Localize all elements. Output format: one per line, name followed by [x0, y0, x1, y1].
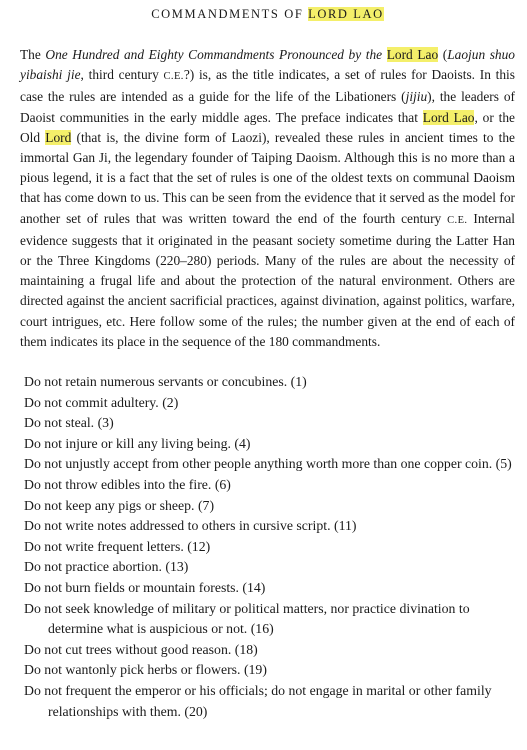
rule-item: Do not burn fields or mountain forests. (14) [24, 579, 266, 595]
intro-text: , or the Old [20, 109, 515, 145]
era-abbreviation: C.E. [447, 214, 468, 226]
rule-item: Do not commit adultery. (2) [24, 394, 179, 410]
work-title-chinese: Laojun shuo yibaishi jie [20, 47, 516, 83]
rule-item: Do not wantonly pick herbs or flowers. (19) [24, 662, 267, 678]
rules-list [20, 372, 515, 722]
rule-item: Do not write notes addressed to others in cursive script. (11) [24, 518, 357, 534]
intro-text: ), the leaders of Daoist communities in the early middle ages. The preface indicates that [20, 89, 515, 125]
running-head-prefix: COMMANDMENTS OF [151, 7, 309, 21]
work-title-english: One Hundred and Eighty Commandments Pronounced by the [45, 47, 383, 62]
highlight-lord-lao: Lord Lao [422, 109, 475, 125]
term-jijiu: jijiu [405, 89, 428, 105]
rule-item: Do not injure or kill any living being. (4) [24, 435, 251, 451]
rule-item: Do not keep any pigs or sheep. (7) [24, 497, 215, 513]
intro-text: Internal evidence suggests that it originated in the peasant society sometime during the Latter Han or the Three Kingdoms (220–280) periods. Many of the rules are about the necessity of maintaining a frugal life and about the protection of the natural environment. Others are directed against the ancient sacrificial practices, against divination, against politics, warfare, court intrigues, etc. Here follow some of the rules; the number given at the end of each of them indicates its place in the sequence of the 180 commandments. [20, 210, 515, 349]
intro-text: (that is, the divine form of Laozi), revealed these rules in ancient times to the immortal Gan Ji, the legendary founder of Taiping Daoism. Although this is no more than a pious legend, it is a fact that the set of rules is one of the oldest texts on communal Daoism that has come down to us. This can be seen from the evidence that it served as the model for another set of rules that was written toward the end of the fourth century [20, 129, 515, 226]
rule-item: Do not frequent the emperor or his officials; do not engage in marital or other family relationships with them. (20) [24, 682, 492, 719]
running-head [20, 0, 515, 25]
running-head-highlight: LORD LAO [308, 7, 384, 21]
rule-item: Do not unjustly accept from other people anything worth more than one copper coin. (5) [24, 456, 512, 472]
rule-item: Do not retain numerous servants or concubines. (1) [24, 374, 307, 390]
intro-text: ?) is, as the title indicates, a set of rules for Daoists. In this case the rules are intended as a guide for the life of the Libationers ( [20, 67, 515, 105]
intro-text: The [20, 47, 46, 62]
rule-item: Do not practice abortion. (13) [24, 559, 189, 575]
intro-text: , third century [80, 67, 164, 83]
intro-paragraph [20, 45, 515, 352]
rule-item: Do not throw edibles into the fire. (6) [24, 477, 231, 493]
highlight-lord: Lord [45, 129, 72, 145]
rule-item: Do not cut trees without good reason. (18) [24, 641, 258, 657]
highlight-lord-lao: Lord Lao [386, 47, 439, 62]
rule-item: Do not seek knowledge of military or political matters, nor practice divination to determine what is auspicious or not. (16) [24, 600, 470, 637]
era-abbreviation: C.E. [163, 71, 184, 83]
rule-item: Do not write frequent letters. (12) [24, 538, 211, 554]
rule-item: Do not steal. (3) [24, 415, 114, 431]
intro-text: ( [438, 47, 448, 62]
